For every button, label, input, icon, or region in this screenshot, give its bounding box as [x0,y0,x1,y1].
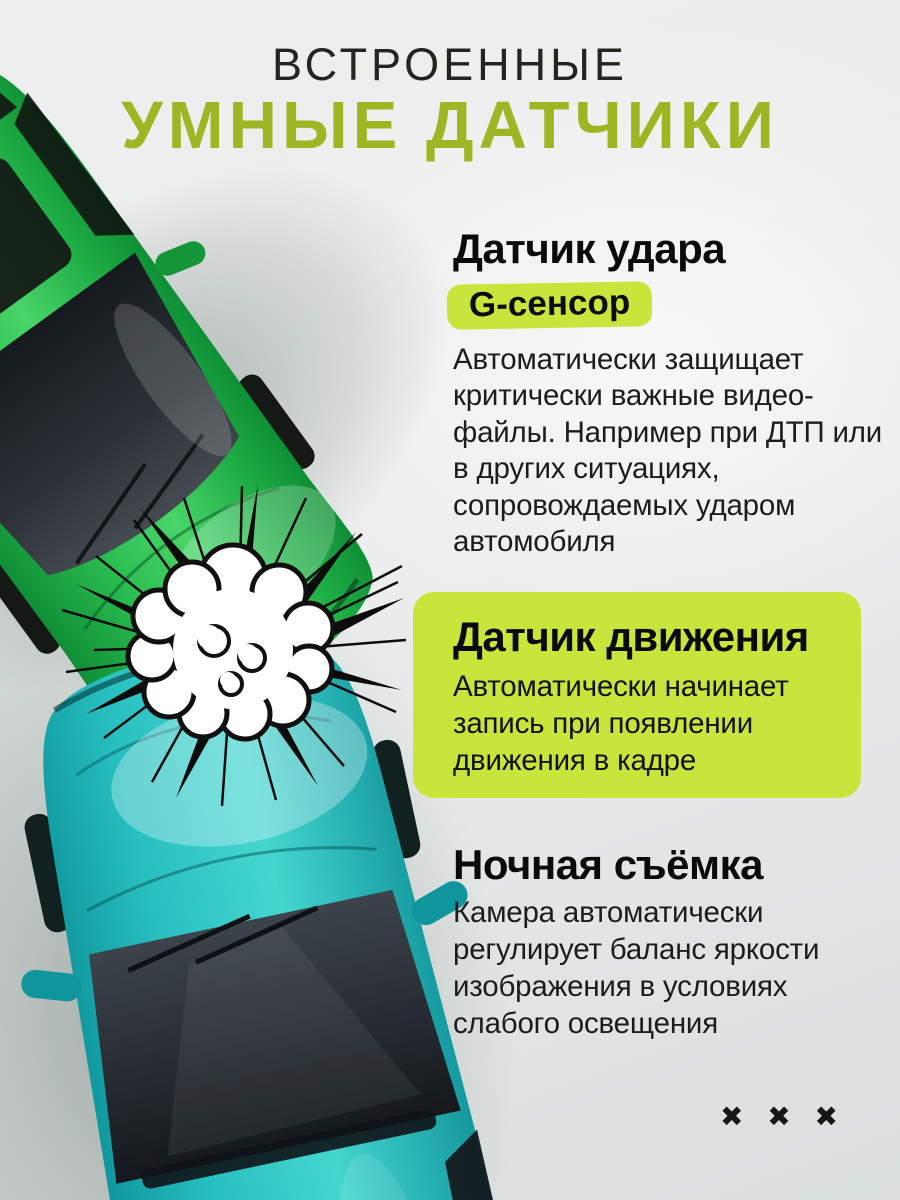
brand-xxx-logo: ✖ ✖ ✖ [720,1101,846,1132]
night-mode-heading: Ночная съёмка [453,841,763,888]
g-sensor-badge: G-сенсор [447,281,653,330]
motion-sensor-heading: Датчик движения [453,613,809,660]
motion-sensor-description: Автоматически начинает запись при появлении движения в кадре [453,670,789,777]
title-line-1: ВСТРОЕННЫЕ [272,39,628,90]
impact-sensor-description: Автоматически защищает критически важные видео-файлы. Например при ДТП или в других ситуациях, сопровождаемых ударом автомобиля [453,343,883,559]
impact-sensor-heading: Датчик удара [453,225,726,272]
title-line-2: УМНЫЕ ДАТЧИКИ [121,88,779,163]
night-mode-description: Камера автоматически регулирует баланс яркости изображения в условиях слабого освещения [453,896,820,1040]
